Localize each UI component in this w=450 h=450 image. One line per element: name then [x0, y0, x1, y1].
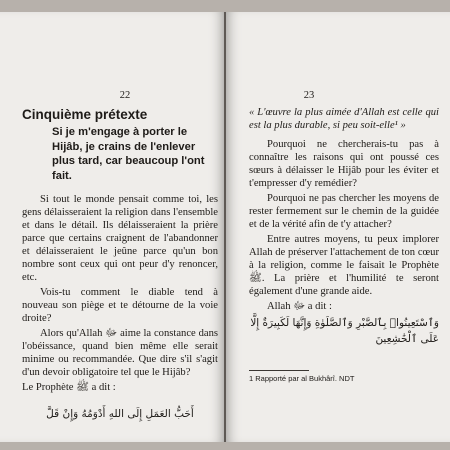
paragraph: Entre autres moyens, tu peux implorer Allah de préserver l'attachement de ton cœur à la religion, comme le faisait le Prophète ﷺ. La prière et l'humilité te seront également d'une grande aide. [249, 234, 439, 297]
right-page [226, 12, 450, 442]
section-title: Cinquième prétexte [22, 107, 148, 122]
footnote-rule [249, 370, 309, 371]
footnote: 1 Rapporté par al Bukhârî. NDT [249, 374, 355, 383]
prophet-says: Le Prophète ﷺ a dit : [22, 382, 116, 393]
left-page-content [22, 108, 218, 422]
page-number-left: 22 [119, 90, 131, 101]
paragraph: Si tout le monde pensait comme toi, les gens délaisseraient la religion dans l'ensemble et dans le détail. Ils délaisseraient la prière parce que certains craignent de l'abandonner et délaisseraient le jeûne parce qu'un bon nombre sont ceux qui ont peur d'y renoncer, etc. [22, 194, 218, 283]
left-page [0, 12, 224, 442]
paragraph: Pourquoi ne pas chercher les moyens de rester fermement sur le chemin de la guidée et de la vérité afin de t'y attacher? [249, 193, 439, 230]
paragraph: Alors qu'Allah ﷻ aime la constance dans l'obéissance, quand bien même elle serait minime ou recommandée. Que dire s'il s'agit d'un devoir obligatoire tel que le Hijâb? [22, 328, 218, 378]
arabic-hadith: أَحَبُّ العَمَلِ إِلَى اللهِ أَدْوَمُهُ وَإِنْ قَلَّ [46, 408, 194, 420]
arabic-verse: وَٱسْتَعِينُوا۟ بِٱلصَّبْرِ وَٱلصَّلَوٰةِ وَإِنَّهَا لَكَبِيرَةٌ إِلَّا عَلَى ٱلْخَٰشِعِينَ [250, 317, 439, 345]
paragraph: Vois-tu comment le diable tend à nouveau son piège et te détourne de la voie droite? [22, 287, 218, 324]
allah-says: Allah ﷻ a dit : [267, 301, 332, 312]
paragraph: Pourquoi ne chercherais-tu pas à connaître les raisons qui ont poussé ces sœurs à délaisser le Hijâb pour les éviter et t'empresser d'y remédier? [249, 139, 439, 189]
excuse-statement: Si je m'engage à porter le Hijâb, je crains de l'enlever plus tard, car beaucoup l'ont fait. [52, 126, 205, 182]
right-page-content [249, 106, 439, 347]
page-number-right: 23 [303, 90, 315, 101]
hadith-translation: « L'œuvre la plus aimée d'Allah est celle qui est la plus durable, si peu soit-elle¹ » [249, 107, 439, 131]
